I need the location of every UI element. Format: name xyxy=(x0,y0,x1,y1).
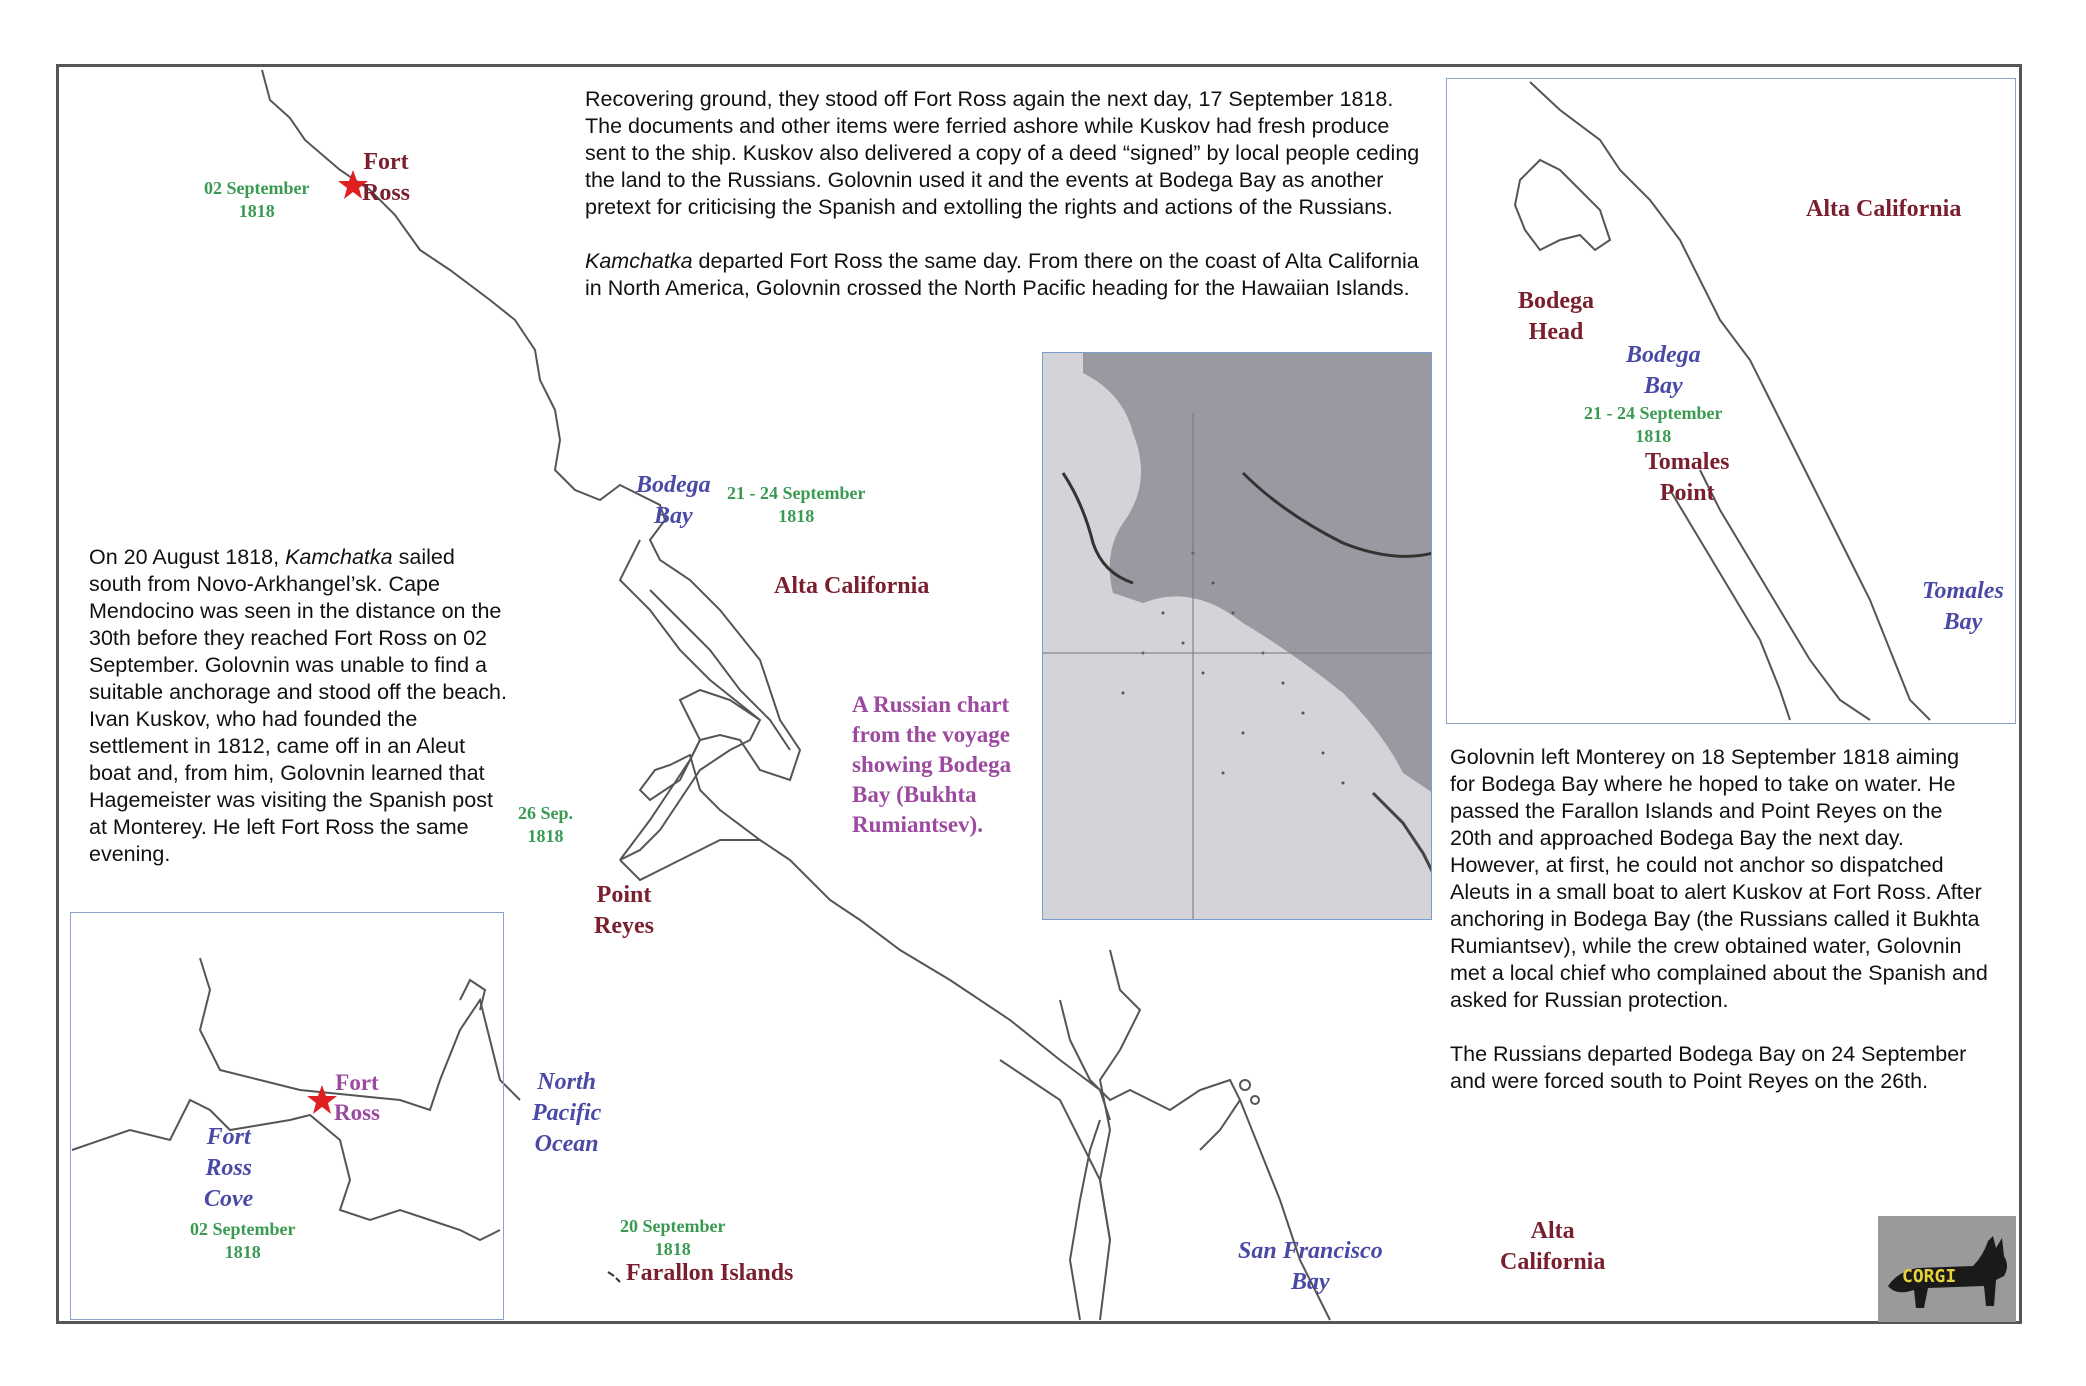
ship-name: Kamchatka xyxy=(585,249,693,273)
label-line: 21 - 24 September xyxy=(1584,403,1723,423)
label-line: 26 Sep. xyxy=(518,803,574,823)
label-line: Pacific xyxy=(532,1100,602,1127)
label-line: Fort xyxy=(335,1070,379,1095)
label-north-pacific-ocean xyxy=(532,1067,601,1161)
corgi-logo-icon xyxy=(1878,1216,2016,1322)
island xyxy=(1240,1080,1250,1090)
chart-drawing xyxy=(1043,353,1432,920)
label-line: showing Bodega xyxy=(852,751,1012,777)
left-paragraph-b: sailed south from Novo-Arkhangel’sk. Cape Mendocino was seen in the distance on the 30th before they reached Fort Ross on 02 September. Golovnin was unable to find a suitable anchorage and stood off the beach. Ivan Kuskov, who had founded the settlement in 1812, came off in an Aleut boat and, from him, Golovnin learned that Hagemeister was visiting the Spanish post at Monterey. He left Fort Ross the same evening. xyxy=(89,545,507,866)
inset-tomales-bay xyxy=(1922,576,2004,638)
label-line: Ocean xyxy=(534,1131,599,1158)
label-line: Bay xyxy=(1291,1269,1330,1296)
top-paragraph-1: Recovering ground, they stood off Fort Ross again the next day, 17 September 1818. The documents and other items were ferried ashore while Kuskov had fresh produce sent to the ship. Kuskov also delivered a copy of a deed “signed” by local people ceding the land to the Russians. Golovnin used it and the events at Bodega Bay as another pretext for criticising the Spanish and extolling the rights and actions of the Russians. xyxy=(585,87,1420,219)
left-paragraph-1 xyxy=(89,544,509,868)
label-line: Rumiantsev). xyxy=(852,811,983,837)
label-line: Reyes xyxy=(594,913,654,940)
label-point-reyes xyxy=(594,880,654,942)
label-line: A Russian chart xyxy=(852,692,1010,717)
farallon-islands-marks xyxy=(608,1272,620,1282)
label-line: San Francisco xyxy=(1238,1238,1383,1264)
inset-tomales-point xyxy=(1645,447,1729,509)
russian-chart-image xyxy=(1042,352,1432,920)
label-line: Ross xyxy=(205,1155,252,1182)
label-line: 1818 xyxy=(778,506,815,527)
label-farallon-islands: Farallon Islands xyxy=(626,1260,794,1286)
label-line: 1818 xyxy=(224,1242,261,1263)
label-line: Tomales xyxy=(1922,578,2004,604)
left-paragraph-a: On 20 August 1818, xyxy=(89,545,280,569)
label-line: Alta xyxy=(1530,1218,1575,1244)
island xyxy=(1251,1096,1259,1104)
label-line: Bay xyxy=(1644,373,1683,400)
inset-bodega-date xyxy=(1584,402,1722,449)
label-line: Cove xyxy=(204,1186,254,1213)
label-line: Ross xyxy=(334,1099,381,1125)
label-line: Bodega xyxy=(636,472,711,498)
label-line: 02 September xyxy=(190,1219,296,1239)
label-line: North xyxy=(537,1069,596,1095)
label-bodega-bay xyxy=(636,470,711,532)
inset-fort-ross-cove xyxy=(204,1122,253,1216)
label-alta-california: Alta California xyxy=(774,573,930,599)
logo-text: CORGI xyxy=(1902,1266,1957,1287)
label-line: 1818 xyxy=(527,826,564,847)
top-paragraph-2-text: departed Fort Ross the same day. From there on the coast of Alta California in North America, Golovnin crossed the North Pacific heading for the Hawaiian Islands. xyxy=(585,249,1419,300)
label-line: 1818 xyxy=(654,1239,691,1260)
point-reyes-coast xyxy=(620,540,760,860)
inset-fort-ross xyxy=(334,1068,380,1128)
label-line: Ross xyxy=(362,180,411,207)
label-line: 21 - 24 September xyxy=(727,483,866,503)
marin-coast xyxy=(1000,1060,1110,1240)
ship-name: Kamchatka xyxy=(285,545,393,569)
inset-bodega-bay xyxy=(1626,340,1701,402)
label-line: Fort xyxy=(206,1124,251,1150)
tomales-bay-coast xyxy=(650,590,790,750)
label-fort-ross xyxy=(362,147,410,209)
inset-bodega-head xyxy=(1518,286,1594,348)
label-line: Point xyxy=(1659,480,1715,507)
label-line: California xyxy=(1500,1249,1606,1276)
chart-caption xyxy=(852,690,1011,839)
top-paragraph-2 xyxy=(585,248,1435,302)
label-fort-ross-date xyxy=(204,177,309,224)
drakes-bay-coast xyxy=(620,840,760,880)
label-line: Fort xyxy=(363,149,409,175)
label-line: from the voyage xyxy=(852,721,1010,747)
label-line: Point xyxy=(596,882,652,908)
label-alta-california-2 xyxy=(1500,1216,1605,1278)
left-paragraph xyxy=(89,544,509,895)
right-paragraph xyxy=(1450,744,1990,1122)
label-line: Bay xyxy=(1943,609,1983,636)
inset-alta-california: Alta California xyxy=(1806,196,1962,222)
label-line: Bodega xyxy=(1518,288,1595,314)
sf-bay-north xyxy=(1060,1000,1240,1150)
label-line: 02 September xyxy=(204,178,310,198)
label-san-francisco-bay xyxy=(1238,1236,1383,1298)
label-farallon-date xyxy=(620,1215,725,1262)
label-sep-26 xyxy=(518,802,573,849)
sf-bay-west xyxy=(1100,950,1140,1320)
label-line: Bay (Bukhta xyxy=(852,781,977,807)
label-line: Bodega xyxy=(1626,342,1701,368)
label-line: 1818 xyxy=(1635,426,1672,447)
right-paragraph-1: Golovnin left Monterey on 18 September 1818 aiming for Bodega Bay where he hoped to take on water. He passed the Farallon Islands and Point Reyes on the 20th and approached Bodega Bay the next day. However, at first, he could not anchor so dispatched Aleuts in a small boat to alert Kuskov at Fort Ross. After anchoring in Bodega Bay (the Russians called it Bukhta Rumiantsev), while the crew obtained water, Golovnin met a local chief who complained about the Spanish and asked for Russian protection. xyxy=(1450,745,1988,1012)
right-paragraph-2: The Russians departed Bodega Bay on 24 September and were forced south to Point Reyes on the 26th. xyxy=(1450,1042,1967,1093)
label-line: 1818 xyxy=(238,201,275,222)
label-bodega-date xyxy=(727,482,865,529)
top-paragraph xyxy=(585,86,1435,329)
label-line: 20 September xyxy=(620,1216,726,1236)
label-line: Tomales xyxy=(1645,449,1730,475)
label-line: Bay xyxy=(654,503,693,530)
inset-fort-ross-date xyxy=(190,1218,295,1265)
label-line: Head xyxy=(1528,319,1584,346)
